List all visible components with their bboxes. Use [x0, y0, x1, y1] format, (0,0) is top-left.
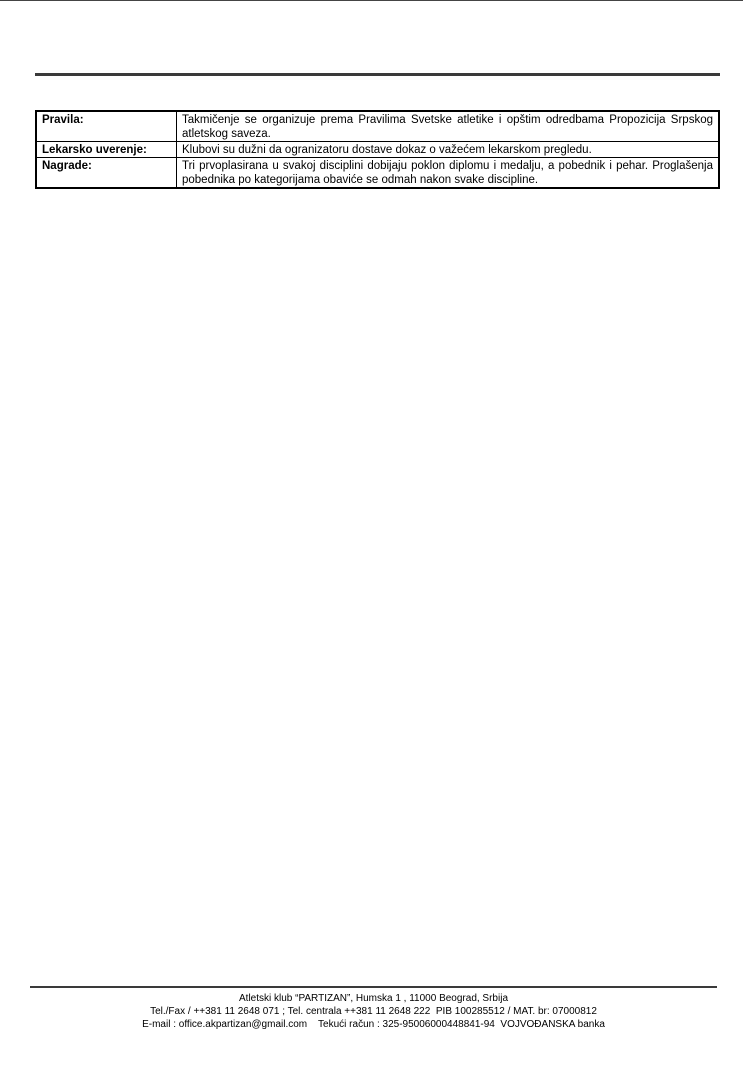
- table-row: [36, 158, 719, 189]
- footer-address: Atletski klub “PARTIZAN”, Humska 1 , 11000 Beograd, Srbija: [239, 993, 508, 1004]
- row-value-medical: Klubovi su dužni da ogranizatoru dostave dokaz o važećem lekarskom pregledu.: [177, 142, 720, 158]
- footer-email-bank: E-mail : office.akpartizan@gmail.com Tekući račun : 325-95006000448841-94 VOJVOĐANSKA banka: [142, 1019, 605, 1030]
- rules-table: [35, 110, 720, 189]
- footer-rule: [30, 986, 717, 988]
- page-top-border: [0, 0, 743, 1]
- row-label-medical: Lekarsko uverenje:: [36, 142, 177, 158]
- row-value-rules: Takmičenje se organizuje prema Pravilima Svetske atletike i opštim odredbama Propozicija Srpskog atletskog saveza.: [177, 111, 720, 142]
- footer-phone: Tel./Fax / ++381 11 2648 071 ; Tel. centrala ++381 11 2648 222 PIB 100285512 / MAT. br: 07000812: [150, 1006, 597, 1017]
- row-label-awards: Nagrade:: [36, 158, 177, 189]
- row-label-rules: Pravila:: [36, 111, 177, 142]
- header-rule: [35, 73, 720, 76]
- table-row: [36, 111, 719, 142]
- table-row: [36, 142, 719, 158]
- row-value-awards: Tri prvoplasirana u svakoj disciplini dobijaju poklon diplomu i medalju, a pobednik i pehar. Proglašenja pobednika po kategorijama obaviće se odmah nakon svake discipline.: [177, 158, 720, 189]
- footer: [30, 992, 717, 1031]
